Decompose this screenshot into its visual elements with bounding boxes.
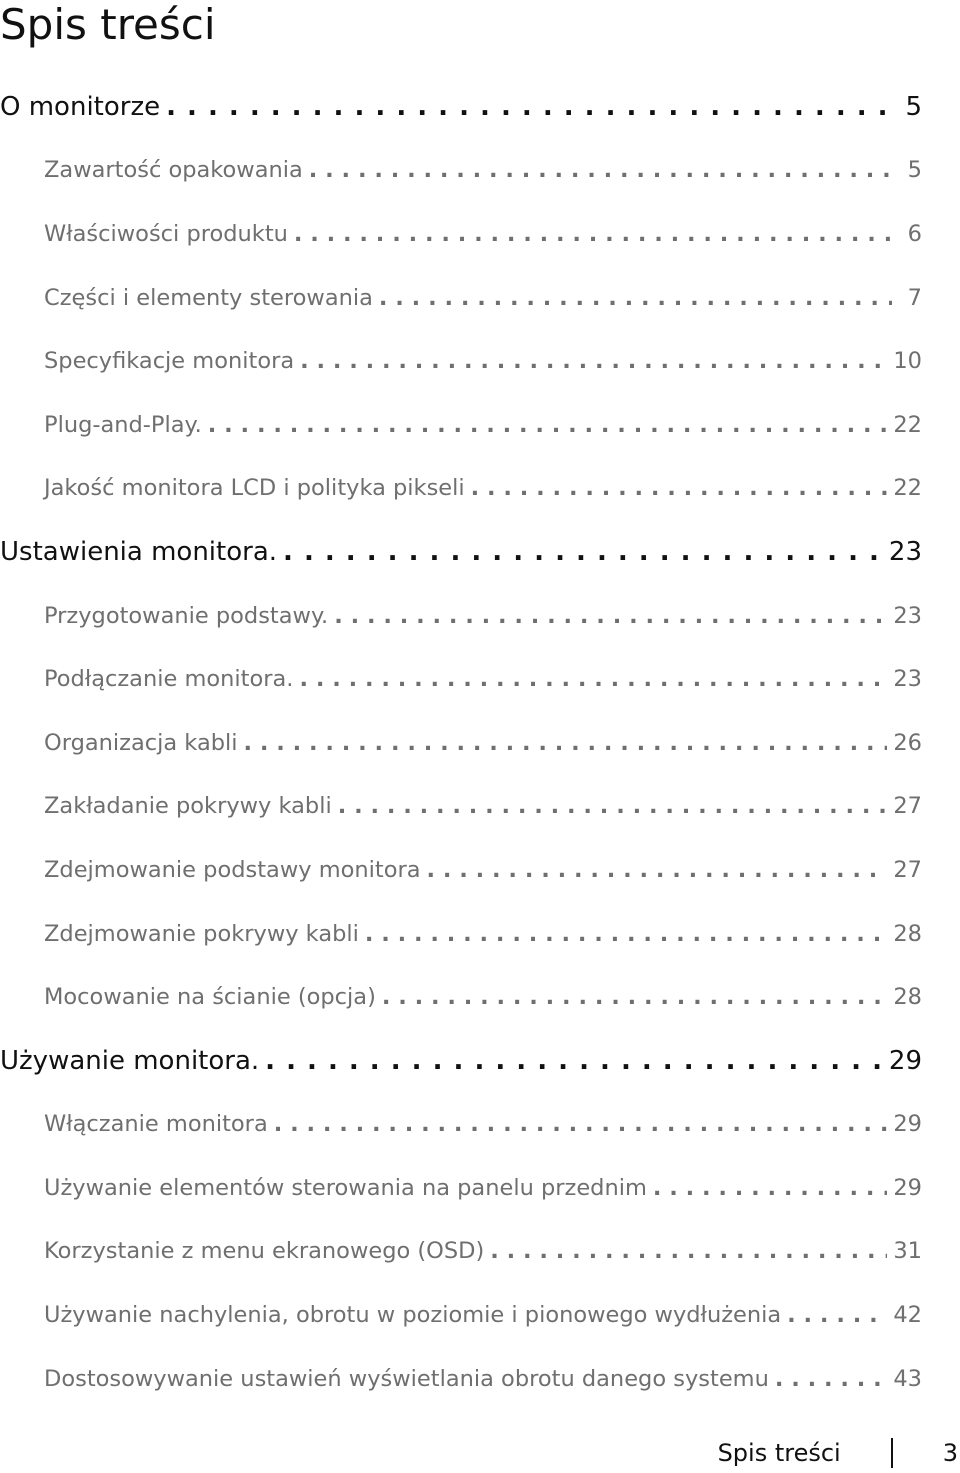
toc-entry-page-number: 23 — [893, 666, 922, 693]
toc-entry-page-number: 28 — [893, 920, 922, 947]
toc-entry-page-number: 23 — [893, 602, 922, 629]
toc-entry-label: Zawartość opakowania — [44, 157, 303, 184]
toc-dot-leader — [336, 793, 888, 819]
toc-entry-label: Zakładanie pokrywy kabli — [44, 793, 332, 820]
toc-section-entry[interactable] — [0, 520, 922, 584]
toc-subsection-entry[interactable] — [0, 965, 922, 1029]
toc-entry-label: Przygotowanie podstawy. — [44, 602, 329, 629]
toc-subsection-entry[interactable] — [0, 711, 922, 775]
toc-subsection-entry[interactable] — [0, 1156, 922, 1220]
toc-entry-label: Używanie nachylenia, obrotu w poziomie i pionowego wydłużenia — [44, 1302, 782, 1329]
toc-entry-label: Zdejmowanie pokrywy kabli — [44, 920, 359, 947]
toc-dot-leader — [263, 1046, 883, 1076]
toc-entry-label: Organizacja kabli — [44, 729, 238, 756]
toc-entry-page-number: 5 — [907, 157, 922, 184]
toc-entry-label: Włączanie monitora — [44, 1111, 268, 1138]
toc-entry-label: O monitorze — [0, 91, 161, 122]
toc-subsection-entry[interactable] — [0, 266, 922, 330]
toc-dot-leader — [651, 1175, 887, 1201]
toc-subsection-entry[interactable] — [0, 1093, 922, 1157]
toc-entry-page-number: 22 — [893, 475, 922, 502]
toc-subsection-entry[interactable] — [0, 1283, 922, 1347]
toc-entry-page-number: 23 — [888, 536, 922, 567]
toc-entry-page-number: 7 — [907, 284, 922, 311]
footer-title: Spis treści — [717, 1439, 841, 1467]
toc-entry-page-number: 43 — [893, 1365, 922, 1392]
toc-entry-label: Podłączanie monitora. — [44, 666, 294, 693]
toc-subsection-entry[interactable] — [0, 202, 922, 266]
toc-dot-leader — [281, 537, 883, 567]
toc-dot-leader — [297, 666, 887, 692]
toc-dot-leader — [773, 1366, 888, 1392]
toc-entry-page-number: 27 — [893, 856, 922, 883]
toc-entry-page-number: 42 — [893, 1302, 922, 1329]
toc-dot-leader — [363, 921, 887, 947]
toc-dot-leader — [377, 285, 892, 311]
toc-entry-page-number: 29 — [893, 1174, 922, 1201]
toc-dot-leader — [307, 157, 892, 183]
toc-entry-label: Specyfikacje monitora — [44, 348, 295, 375]
toc-entry-page-number: 5 — [905, 91, 922, 122]
toc-dot-leader — [785, 1302, 887, 1328]
toc-entry-label: Zdejmowanie podstawy monitora — [44, 856, 421, 883]
toc-section-entry[interactable] — [0, 75, 922, 139]
toc-entry-page-number: 29 — [893, 1111, 922, 1138]
toc-entry-label: Używanie monitora. — [0, 1045, 260, 1076]
toc-subsection-entry[interactable] — [0, 902, 922, 966]
toc-entry-page-number: 10 — [893, 348, 922, 375]
toc-entry-page-number: 26 — [893, 729, 922, 756]
toc-dot-leader — [469, 475, 888, 501]
toc-dot-leader — [292, 221, 892, 247]
toc-entry-label: Korzystanie z menu ekranowego (OSD) — [44, 1238, 485, 1265]
toc-dot-leader — [272, 1111, 888, 1137]
table-of-contents — [0, 75, 922, 1410]
toc-entry-label: Plug-and-Play. — [44, 411, 202, 438]
toc-dot-leader — [425, 857, 888, 883]
toc-subsection-entry[interactable] — [0, 393, 922, 457]
toc-entry-page-number: 22 — [893, 411, 922, 438]
toc-entry-label: Części i elementy sterowania — [44, 284, 373, 311]
toc-dot-leader — [298, 348, 887, 374]
toc-subsection-entry[interactable] — [0, 775, 922, 839]
toc-subsection-entry[interactable] — [0, 1220, 922, 1284]
toc-entry-label: Jakość monitora LCD i polityka pikseli — [44, 475, 465, 502]
toc-entry-label: Dostosowywanie ustawień wyświetlania obrotu danego systemu — [44, 1365, 769, 1392]
toc-entry-label: Ustawienia monitora. — [0, 536, 278, 567]
toc-subsection-entry[interactable] — [0, 647, 922, 711]
toc-entry-page-number: 31 — [893, 1238, 922, 1265]
page-footer — [718, 1433, 960, 1473]
toc-dot-leader — [206, 412, 888, 438]
toc-entry-page-number: 29 — [888, 1045, 922, 1076]
toc-subsection-entry[interactable] — [0, 329, 922, 393]
footer-page-number: 3 — [942, 1439, 958, 1467]
toc-entry-page-number: 27 — [893, 793, 922, 820]
toc-subsection-entry[interactable] — [0, 584, 922, 648]
toc-dot-leader — [242, 730, 888, 756]
toc-dot-leader — [332, 603, 887, 629]
toc-dot-leader — [380, 984, 887, 1010]
toc-entry-page-number: 6 — [907, 220, 922, 247]
toc-entry-label: Właściwości produktu — [44, 220, 288, 247]
toc-entry-label: Używanie elementów sterowania na panelu przednim — [44, 1174, 647, 1201]
toc-section-entry[interactable] — [0, 1029, 922, 1093]
toc-dot-leader — [488, 1238, 887, 1264]
toc-entry-label: Mocowanie na ścianie (opcja) — [44, 984, 376, 1011]
toc-subsection-entry[interactable] — [0, 457, 922, 521]
toc-subsection-entry[interactable] — [0, 838, 922, 902]
toc-subsection-entry[interactable] — [0, 1347, 922, 1411]
toc-subsection-entry[interactable] — [0, 139, 922, 203]
toc-entry-page-number: 28 — [893, 984, 922, 1011]
page-title: Spis treści — [0, 0, 216, 49]
toc-dot-leader — [164, 92, 892, 122]
